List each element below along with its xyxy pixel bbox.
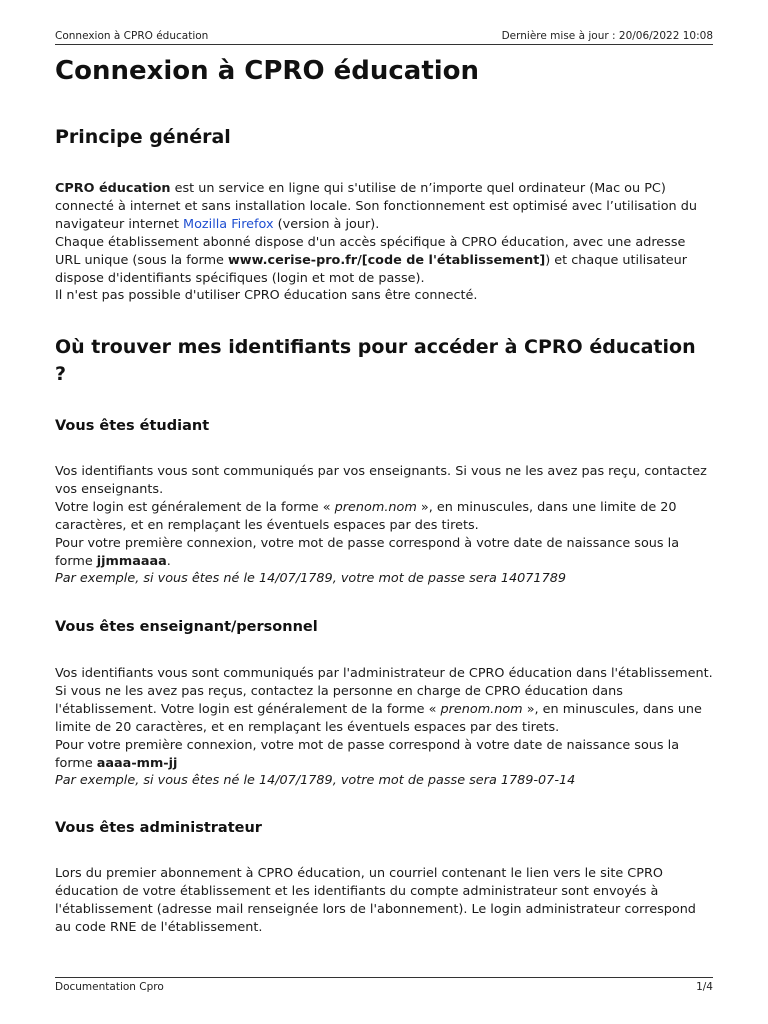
subheading-admin: Vous êtes administrateur: [55, 820, 262, 836]
section-principe-body: [55, 180, 713, 305]
teacher-body: [55, 665, 713, 790]
access-text-end: ) et chaque utilisateur dispose d'identifiants spécifiques (login et mot de passe).: [55, 252, 687, 286]
student-text-3a: Pour votre première connexion, votre mot de passe correspond à votre date de naissance sous la forme: [55, 535, 680, 569]
subheading-teacher: Vous êtes enseignant/personnel: [55, 619, 318, 635]
student-text-2a: Votre login est généralement de la forme «: [55, 499, 335, 515]
student-text-2b: », en minuscules, dans une limite de 20 caractères, et en remplaçant les éventuels espaces par des tirets.: [55, 499, 677, 533]
footer-doc-title: Documentation Cpro: [55, 981, 164, 993]
student-example: Par exemple, si vous êtes né le 14/07/1789, votre mot de passe sera 14071789: [55, 571, 566, 587]
teacher-login-format: prenom.nom: [440, 701, 523, 717]
student-password-format: jjmmaaaa: [96, 553, 167, 569]
teacher-text-1: Vos identifiants vous sont communiqués par l'administrateur de CPRO éducation dans l'établissement. Si vous ne les avez pas reçus, contactez la personne en charge de CPRO éducation dans l'établissement. Votre login est généralement de la forme «: [55, 666, 713, 717]
page-header: [55, 30, 713, 45]
admin-body: [55, 865, 713, 937]
section-heading-principe: Principe général: [55, 126, 231, 148]
page-title: Connexion à CPRO éducation: [55, 56, 480, 86]
student-login-format: prenom.nom: [334, 499, 417, 515]
teacher-text-2a: Pour votre première connexion, votre mot de passe correspond à votre date de naissance sous la forme: [55, 737, 680, 771]
teacher-example: Par exemple, si vous êtes né le 14/07/1789, votre mot de passe sera 1789-07-14: [55, 773, 576, 789]
url-format: www.cerise-pro.fr/[code de l'établissement]: [227, 252, 546, 268]
intro-text-end: (version à jour).: [273, 216, 380, 232]
access-text: Chaque établissement abonné dispose d'un accès spécifique à CPRO éducation, avec une adresse URL unique (sous la forme: [55, 234, 686, 268]
header-title: Connexion à CPRO éducation: [55, 30, 209, 42]
firefox-link[interactable]: Mozilla Firefox: [183, 216, 274, 232]
student-body: [55, 463, 713, 588]
brand-name: CPRO éducation: [55, 181, 171, 196]
teacher-paragraph: [55, 665, 713, 790]
section-heading-identifiants: Où trouver mes identifiants pour accéder à CPRO éducation ?: [55, 336, 696, 385]
teacher-password-format: aaaa-mm-jj: [96, 755, 178, 771]
teacher-text-1b: », en minuscules, dans une limite de 20 caractères, et en remplaçant les éventuels espaces par des tirets.: [55, 701, 702, 735]
student-text-3b: .: [166, 553, 171, 569]
intro-text: est un service en ligne qui s'utilise de n’importe quel ordinateur (Mac ou PC) connecté à internet et sans installation locale. Son fonctionnement est optimisé avec l’utilisation du navigateur internet: [55, 181, 697, 232]
student-paragraph: [55, 463, 713, 588]
paragraph-intro: [55, 180, 713, 305]
footer-page-number: 1/4: [696, 981, 713, 993]
page-footer: [55, 977, 713, 993]
admin-paragraph: Lors du premier abonnement à CPRO éducation, un courriel contenant le lien vers le site CPRO éducation de votre établissement et les identifiants du compte administrateur sont envoyés à l'établissement (adresse mail renseignée lors de l'abonnement). Le login administrateur correspond au code RNE de l'établissement.: [55, 866, 696, 935]
student-text-1: Vos identifiants vous sont communiqués par vos enseignants. Si vous ne les avez pas reçu, contactez vos enseignants.: [55, 464, 707, 497]
header-last-update: Dernière mise à jour : 20/06/2022 10:08: [501, 30, 713, 42]
connection-required-text: Il n'est pas possible d'utiliser CPRO éducation sans être connecté.: [55, 288, 478, 304]
subheading-student: Vous êtes étudiant: [55, 418, 210, 434]
